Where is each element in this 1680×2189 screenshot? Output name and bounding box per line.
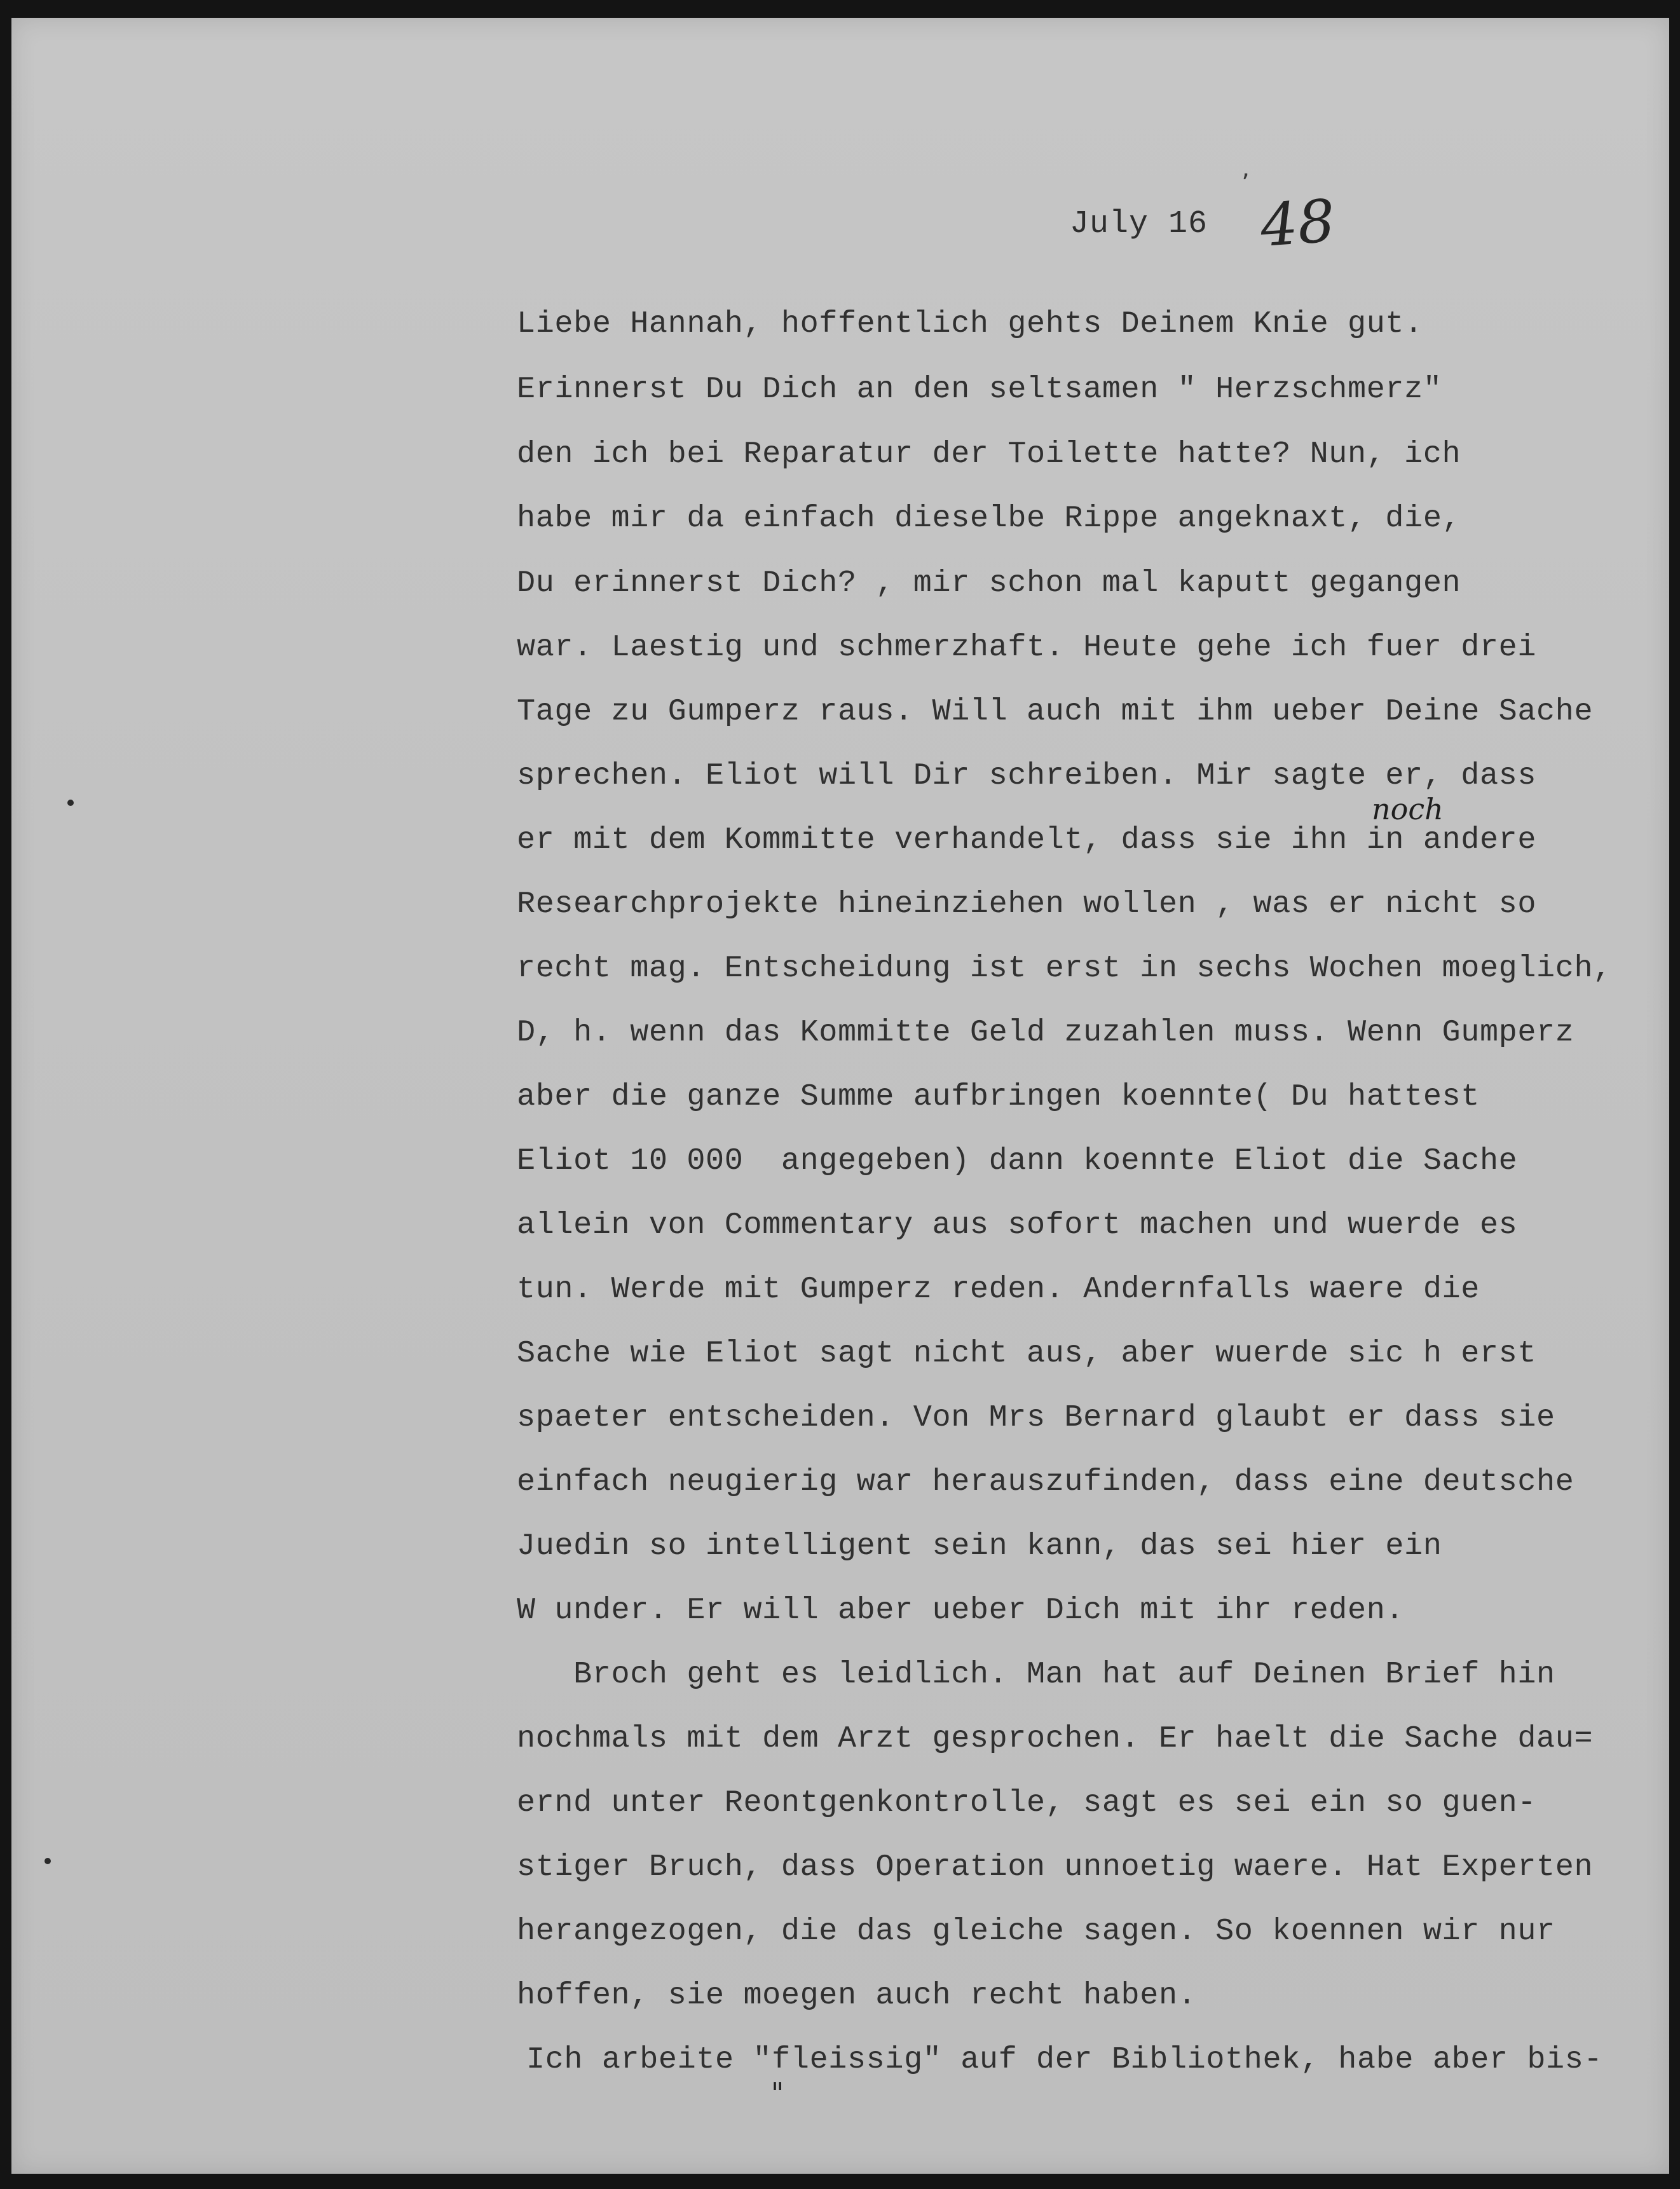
letter-body xyxy=(11,18,1669,2174)
handwritten-quote-mark: " xyxy=(771,2077,784,2110)
text-line: hoffen, sie moegen auch recht haben. xyxy=(517,1978,1197,2013)
text-line: spaeter entscheiden. Von Mrs Bernard glaubt er dass sie xyxy=(517,1400,1555,1435)
text-line: W under. Er will aber ueber Dich mit ihr reden. xyxy=(517,1593,1405,1628)
text-line: tun. Werde mit Gumperz reden. Andernfalls waere die xyxy=(517,1272,1480,1307)
handwritten-page-number: 48 xyxy=(1258,187,1337,260)
text-line: einfach neugierig war herauszufinden, dass eine deutsche xyxy=(517,1464,1574,1499)
paper-speck xyxy=(67,800,74,806)
text-line: aber die ganze Summe aufbringen koennte( Du hattest xyxy=(517,1079,1480,1114)
text-line: ernd unter Reontgenkontrolle, sagt es sei ein so guen- xyxy=(517,1785,1537,1820)
text-line: Researchprojekte hineinziehen wollen , was er nicht so xyxy=(517,887,1537,922)
text-line: er mit dem Kommitte verhandelt, dass sie ihn in andere xyxy=(517,822,1537,857)
letter-page xyxy=(11,18,1669,2174)
text-line: recht mag. Entscheidung ist erst in sechs Wochen moeglich, xyxy=(517,951,1612,986)
text-line: Sache wie Eliot sagt nicht aus, aber wuerde sic h erst xyxy=(517,1336,1537,1371)
paper-speck xyxy=(44,1858,51,1864)
text-line: nochmals mit dem Arzt gesprochen. Er haelt die Sache dau= xyxy=(517,1721,1594,1756)
text-line: Ich arbeite "fleissig" auf der Bibliothek, habe aber bis- xyxy=(526,2042,1603,2077)
text-line: Tage zu Gumperz raus. Will auch mit ihm ueber Deine Sache xyxy=(517,694,1594,729)
text-line: Eliot 10 000 angegeben) dann koennte Eliot die Sache xyxy=(517,1143,1518,1178)
text-line: sprechen. Eliot will Dir schreiben. Mir sagte er, dass xyxy=(517,758,1537,793)
text-line: Juedin so intelligent sein kann, das sei hier ein xyxy=(517,1529,1442,1564)
text-line: allein von Commentary aus sofort machen und wuerde es xyxy=(517,1208,1518,1243)
text-line: Liebe Hannah, hoffentlich gehts Deinem Knie gut. xyxy=(517,306,1423,341)
tick-mark: ’ xyxy=(1241,169,1250,198)
letter-date: July 16 xyxy=(1070,206,1208,242)
text-line: stiger Bruch, dass Operation unnoetig waere. Hat Experten xyxy=(517,1850,1594,1885)
text-line: Broch geht es leidlich. Man hat auf Deinen Brief hin xyxy=(517,1657,1555,1692)
text-line: herangezogen, die das gleiche sagen. So koennen wir nur xyxy=(517,1914,1555,1949)
text-line: habe mir da einfach dieselbe Rippe angeknaxt, die, xyxy=(517,501,1461,536)
text-line: D, h. wenn das Kommitte Geld zuzahlen muss. Wenn Gumperz xyxy=(517,1015,1574,1050)
text-line: den ich bei Reparatur der Toilette hatte? Nun, ich xyxy=(517,437,1461,472)
text-line: Du erinnerst Dich? , mir schon mal kaputt gegangen xyxy=(517,566,1461,601)
text-line: war. Laestig und schmerzhaft. Heute gehe ich fuer drei xyxy=(517,630,1537,665)
handwritten-insertion-noch: noch xyxy=(1372,792,1444,826)
text-line: Erinnerst Du Dich an den seltsamen " Herzschmerz" xyxy=(517,372,1442,407)
